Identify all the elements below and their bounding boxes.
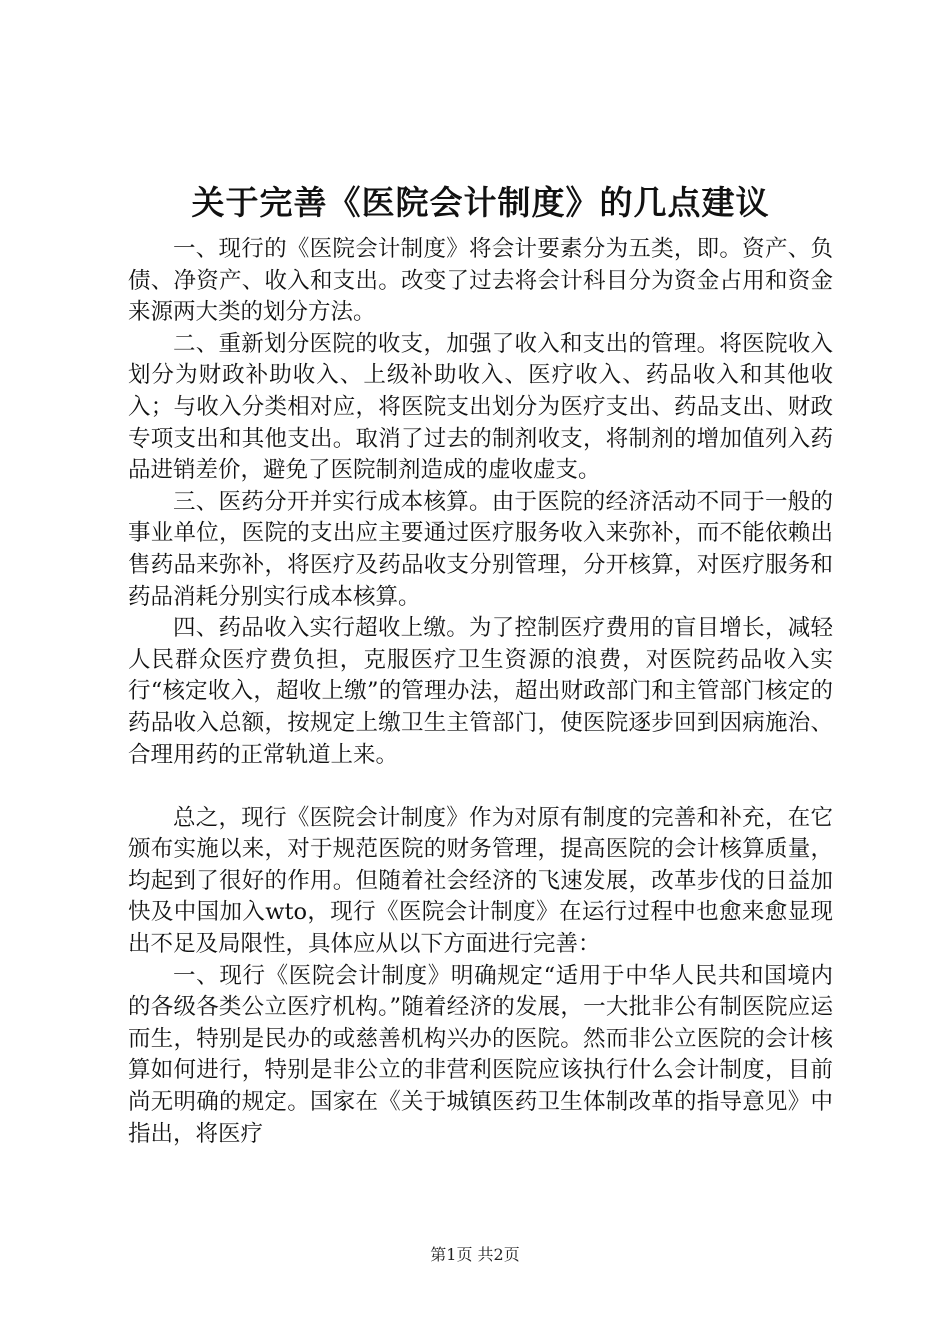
paragraph-4: 四、药品收入实行超收上缴。为了控制医疗费用的盲目增长，减轻人民群众医疗费负担，克服医疗卫生资源的浪费，对医院药品收入实行“核定收入，超收上缴”的管理办法，超出财政部门和主管部门核定的药品收入总额，按规定上缴卫生主管部门，使医院逐步回到因病施治、合理用药的正常轨道上来。: [128, 615, 833, 768]
paragraph-gap: [128, 771, 833, 803]
paragraph-summary: 总之，现行《医院会计制度》作为对原有制度的完善和补充，在它颁布实施以来，对于规范医院的财务管理，提高医院的会计核算质量，均起到了很好的作用。但随着社会经济的飞速发展，改革步伐的日益加快及中国加入wto，现行《医院会计制度》在运行过程中也愈来愈显现出不足及局限性，具体应从以下方面进行完善：: [128, 804, 833, 958]
paragraph-1: 一、现行的《医院会计制度》将会计要素分为五类，即。资产、负债、净资产、收入和支出。改变了过去将会计科目分为资金占用和资金来源两大类的划分方法。: [128, 236, 833, 326]
document-page: [128, 180, 833, 1150]
paragraph-3: 三、医药分开并实行成本核算。由于医院的经济活动不同于一般的事业单位，医院的支出应主要通过医疗服务收入来弥补，而不能依赖出售药品来弥补，将医疗及药品收支分别管理，分开核算，对医疗服务和药品消耗分别实行成本核算。: [128, 488, 833, 610]
paragraph-2: 二、重新划分医院的收支，加强了收入和支出的管理。将医院收入划分为财政补助收入、上级补助收入、医疗收入、药品收入和其他收入；与收入分类相对应，将医院支出划分为医疗支出、药品支出、财政专项支出和其他支出。取消了过去的制剂收支，将制剂的增加值列入药品进销差价，避免了医院制剂造成的虚收虚支。: [128, 330, 833, 484]
page-number-footer: 第1页 共2页: [430, 1245, 520, 1264]
document-title: 关于完善《医院会计制度》的几点建议: [191, 183, 770, 222]
paragraph-suggestion-1: 一、现行《医院会计制度》明确规定“适用于中华人民共和国境内的各级各类公立医疗机构。”随着经济的发展，一大批非公有制医院应运而生，特别是民办的或慈善机构兴办的医院。然而非公立医院的会计核算如何进行，特别是非公立的非营利医院应该执行什么会计制度，目前尚无明确的规定。国家在《关于城镇医药卫生体制改革的指导意见》中指出，将医疗: [128, 962, 833, 1147]
